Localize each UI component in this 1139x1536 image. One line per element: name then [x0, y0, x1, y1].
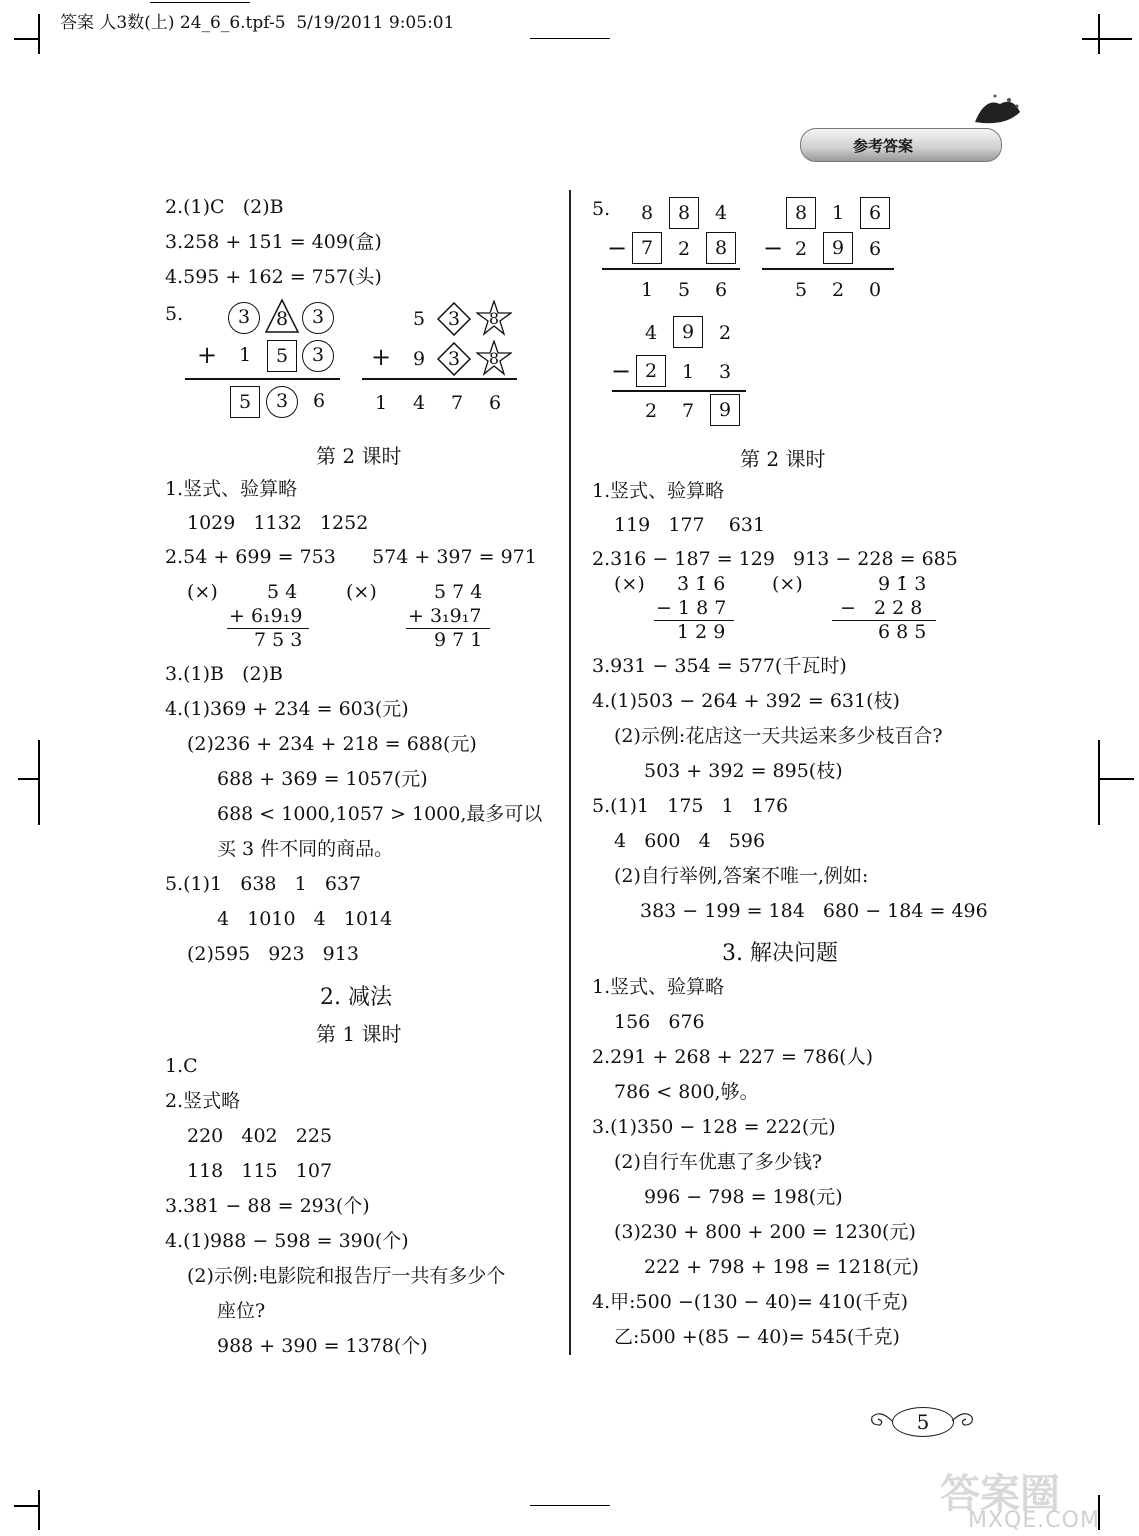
- digit: 5: [794, 279, 808, 301]
- section-heading: 第 2 课时: [316, 444, 402, 468]
- box-digit: 5: [230, 386, 260, 418]
- circle-digit: 3: [302, 340, 334, 372]
- answer-line: 996 − 798 = 198(元): [644, 1186, 843, 1208]
- answer-line: 4.甲:500 −(130 − 40)= 410(千克): [592, 1291, 909, 1313]
- diamond-digit: [437, 302, 471, 336]
- watermark-logo: 答案圈: [940, 1471, 1060, 1517]
- vertical-calc: − 2 2 8: [840, 597, 923, 619]
- crop-mark: [530, 1505, 610, 1506]
- operator: +: [370, 343, 392, 371]
- sum-line: [185, 378, 340, 380]
- answer-line: (2)236 + 234 + 218 = 688(元): [187, 733, 477, 755]
- triangle-digit: [264, 298, 300, 334]
- difference-line: [602, 268, 740, 270]
- answer-line: 119 177 631: [614, 514, 766, 536]
- difference-line: [612, 390, 746, 392]
- digit: 7: [681, 400, 695, 422]
- answer-line: 1.竖式、验算略: [592, 976, 725, 998]
- box-digit: 9: [823, 232, 853, 264]
- digit: 2: [644, 400, 658, 422]
- answer-line: 4 1010 4 1014: [217, 908, 393, 930]
- star-value: 8: [488, 309, 500, 328]
- digit: 4: [714, 202, 728, 224]
- box-digit: 8: [706, 232, 736, 264]
- digit: 6: [868, 238, 882, 260]
- digit: 7: [450, 392, 464, 414]
- answer-line: 3.931 − 354 = 577(千瓦时): [592, 655, 847, 677]
- answer-line: 5.: [592, 198, 611, 220]
- box-digit: 8: [669, 197, 699, 229]
- answer-line: (×): [187, 581, 218, 603]
- digit: 1: [640, 279, 654, 301]
- answer-line: 156 676: [614, 1011, 705, 1033]
- digit: 3: [718, 361, 732, 383]
- star-value: 8: [488, 349, 500, 368]
- answer-line: 2.竖式略: [165, 1090, 241, 1112]
- answer-line: 4.595 + 162 = 757(头): [165, 266, 382, 288]
- crop-mark: [38, 14, 40, 54]
- vertical-calc: 7 5 3: [254, 629, 303, 651]
- circle-digit: 3: [302, 302, 334, 334]
- box-digit: 6: [860, 197, 890, 229]
- answer-line: (2)自行车优惠了多少钱?: [614, 1151, 823, 1173]
- vertical-calc: + 3₁9₁7: [408, 605, 482, 627]
- answer-line: 222 + 798 + 198 = 1218(元): [644, 1256, 919, 1278]
- vertical-calc: 9 1̇ 3: [878, 573, 927, 595]
- digit: 1: [831, 202, 845, 224]
- vertical-calc: 1 2 9: [677, 621, 726, 643]
- operator: −: [762, 234, 784, 262]
- digit: 1: [374, 392, 388, 414]
- digit: 1: [238, 344, 252, 366]
- section-heading: 3. 解决问题: [722, 941, 838, 966]
- digit: 8: [640, 202, 654, 224]
- answer-line: 2.316 − 187 = 129 913 − 228 = 685: [592, 548, 958, 570]
- answer-line: 乙:500 +(85 − 40)= 545(千克): [614, 1326, 900, 1348]
- answer-line: 2.54 + 699 = 753 574 + 397 = 971: [165, 546, 537, 568]
- answer-line: 4 600 4 596: [614, 830, 766, 852]
- answer-line: (×): [772, 573, 803, 595]
- answer-banner: [800, 128, 1002, 162]
- answer-line: (2)示例:电影院和报告厅一共有多少个: [187, 1265, 506, 1287]
- answer-line: 1.竖式、验算略: [165, 478, 298, 500]
- answer-line: 4.(1)369 + 234 = 603(元): [165, 698, 409, 720]
- crop-mark: [18, 778, 40, 780]
- section-heading: 第 2 课时: [740, 447, 826, 471]
- answer-line: 3.381 − 88 = 293(个): [165, 1195, 370, 1217]
- answer-line: 1029 1132 1252: [187, 512, 369, 534]
- digit: 1: [681, 361, 695, 383]
- answer-line: (2)595 923 913: [187, 943, 359, 965]
- box-digit: 7: [632, 232, 662, 264]
- section-heading: 2. 减法: [320, 985, 392, 1010]
- digit: 9: [412, 348, 426, 370]
- crop-mark: [14, 38, 40, 40]
- digit: 2: [677, 238, 691, 260]
- answer-line: 3.258 + 151 = 409(盒): [165, 231, 382, 253]
- triangle-value: 8: [275, 308, 289, 330]
- column-separator: [569, 190, 571, 1355]
- digit: 4: [644, 322, 658, 344]
- answer-line: 4.(1)503 − 264 + 392 = 631(枝): [592, 690, 900, 712]
- box-digit: 9: [673, 316, 703, 348]
- vertical-calc: 5 7 4: [434, 581, 483, 603]
- watermark-url: MXQE.COM: [968, 1508, 1100, 1533]
- digit: 2: [831, 279, 845, 301]
- crop-mark: [1098, 14, 1100, 54]
- page-number: 5: [892, 1407, 954, 1437]
- difference-line: [762, 268, 894, 270]
- sum-line: [362, 378, 517, 380]
- digit: 6: [312, 390, 326, 412]
- box-digit: 9: [710, 394, 740, 426]
- digit: 5: [677, 279, 691, 301]
- answer-line: 1.C: [165, 1055, 198, 1077]
- answer-line: 1.竖式、验算略: [592, 480, 725, 502]
- vertical-calc: 3̇ 1̇ 6: [677, 573, 726, 595]
- digit: 2: [794, 238, 808, 260]
- circle-digit: 3: [228, 302, 260, 334]
- crop-mark: [1098, 778, 1134, 780]
- box-digit: 5: [267, 340, 297, 372]
- answer-line: 383 − 199 = 184 680 − 184 = 496: [640, 900, 988, 922]
- answer-line: 688 + 369 = 1057(元): [217, 768, 428, 790]
- answer-line: 座位?: [217, 1300, 266, 1322]
- digit: 5: [412, 308, 426, 330]
- answer-line: (2)自行举例,答案不唯一,例如:: [614, 865, 869, 887]
- answer-line: 5.: [165, 303, 184, 325]
- vertical-calc: − 1 8 7: [656, 597, 727, 619]
- vertical-calc: 5 4: [267, 581, 298, 603]
- operator: −: [610, 357, 632, 385]
- diamond-value: 3: [447, 308, 461, 330]
- header-underline: [150, 2, 250, 3]
- diamond-digit: [437, 342, 471, 376]
- digit: 6: [714, 279, 728, 301]
- vertical-calc: 6 8 5: [878, 621, 927, 643]
- crop-mark: [38, 1490, 40, 1530]
- digit: 6: [488, 392, 502, 414]
- crop-mark: [530, 38, 610, 39]
- star-digit: [476, 300, 512, 336]
- crop-mark: [1082, 38, 1132, 40]
- answer-line: 220 402 225: [187, 1125, 333, 1147]
- answer-line: 5.(1)1 175 1 176: [592, 795, 789, 817]
- answer-line: 2.(1)C (2)B: [165, 196, 284, 218]
- page-number-ornament: [868, 1405, 976, 1439]
- answer-line: 688 < 1000,1057 > 1000,最多可以: [217, 803, 543, 825]
- box-digit: 8: [786, 197, 816, 229]
- digit: 0: [868, 279, 882, 301]
- answer-line: 503 + 392 = 895(枝): [644, 760, 843, 782]
- vertical-calc: 9 7 1: [434, 629, 483, 651]
- vertical-calc: + 6₁9₁9: [229, 605, 303, 627]
- crop-mark: [14, 1505, 40, 1507]
- diamond-value: 3: [447, 348, 461, 370]
- section-heading: 第 1 课时: [316, 1022, 402, 1046]
- answer-line: 3.(1)350 − 128 = 222(元): [592, 1116, 836, 1138]
- answer-line: 3.(1)B (2)B: [165, 663, 283, 685]
- answer-line: 988 + 390 = 1378(个): [217, 1335, 428, 1357]
- answer-line: 5.(1)1 638 1 637: [165, 873, 362, 895]
- answer-line: (2)示例:花店这一天共运来多少枝百合?: [614, 725, 943, 747]
- answer-line: 2.291 + 268 + 227 = 786(人): [592, 1046, 874, 1068]
- answer-line: 4.(1)988 − 598 = 390(个): [165, 1230, 409, 1252]
- file-info: 答案 人3数(上) 24_6_6.tpf-5 5/19/2011 9:05:01: [60, 13, 455, 33]
- operator: +: [196, 341, 218, 369]
- box-digit: 2: [636, 355, 666, 387]
- crop-mark: [38, 740, 40, 825]
- digit: 4: [412, 392, 426, 414]
- answer-line: 买 3 件不同的商品。: [217, 838, 394, 860]
- mascot-icon: [965, 92, 1025, 132]
- banner-label: 参考答案: [853, 137, 914, 155]
- digit: 2: [718, 322, 732, 344]
- answer-line: 118 115 107: [187, 1160, 333, 1182]
- crop-mark: [1098, 740, 1100, 825]
- answer-line: (×): [614, 573, 645, 595]
- operator: −: [606, 234, 628, 262]
- circle-digit: 3: [266, 386, 298, 418]
- star-digit: [476, 340, 512, 376]
- answer-line: (3)230 + 800 + 200 = 1230(元): [614, 1221, 916, 1243]
- answer-line: (×): [346, 581, 377, 603]
- answer-line: 786 < 800,够。: [614, 1081, 759, 1103]
